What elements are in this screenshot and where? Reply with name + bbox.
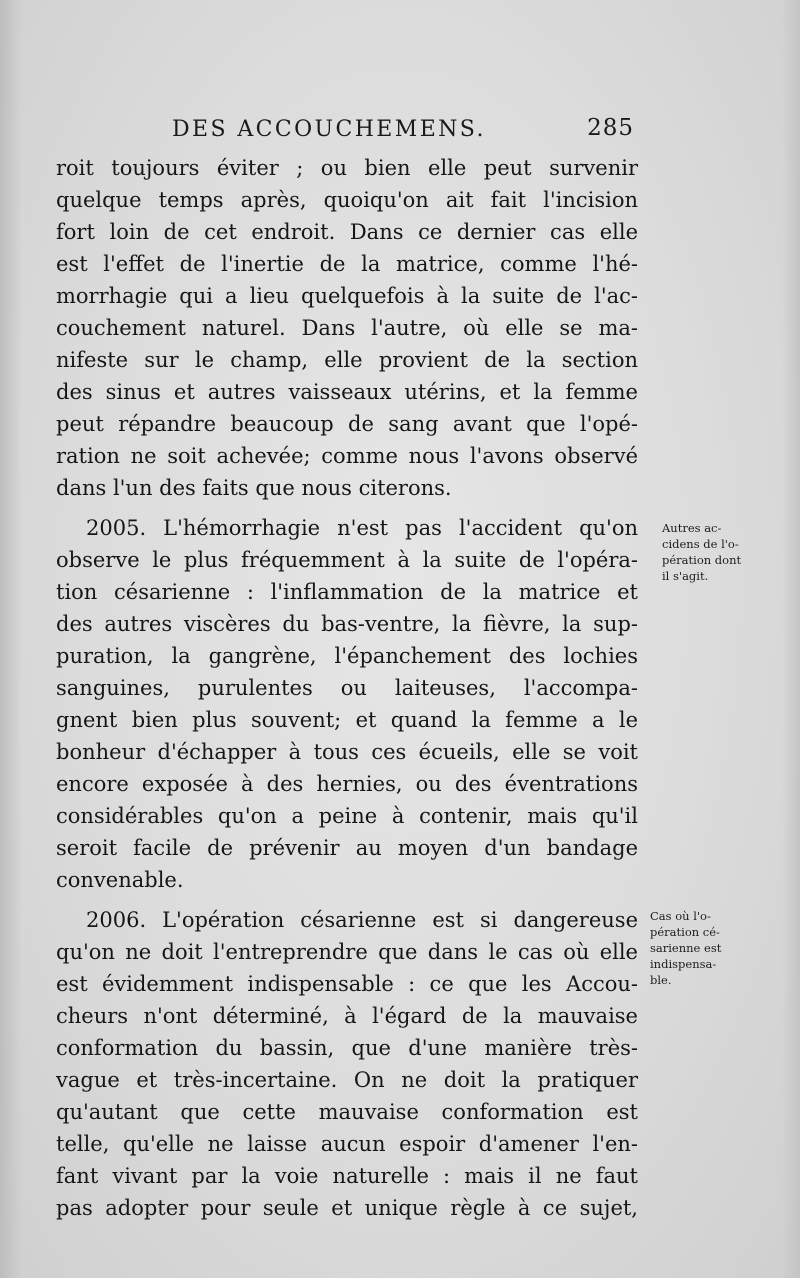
text-line: morrhagie qui a lieu quelquefois à la suite de l'ac- <box>56 284 638 308</box>
text-line: convenable. <box>56 868 184 892</box>
text-line: vague et très-incertaine. On ne doit la pratiquer <box>56 1068 638 1092</box>
margin-note-line: sarienne est <box>650 941 722 955</box>
page-edge-shadow-left <box>0 0 22 1278</box>
text-line: qu'autant que cette mauvaise conformation est <box>56 1100 638 1124</box>
text-line: est évidemment indispensable : ce que les Accou- <box>56 972 638 996</box>
text-line: quelque temps après, quoiqu'on ait fait l'incision <box>56 188 638 212</box>
body-text <box>56 152 638 1224</box>
paragraph-2005-first-line: 2005. L'hémorrhagie n'est pas l'accident qu'on <box>86 516 638 540</box>
text-line: encore exposée à des hernies, ou des éventrations <box>56 772 638 796</box>
text-line: puration, la gangrène, l'épanchement des lochies <box>56 644 638 668</box>
margin-note-line: Autres ac- <box>662 521 722 535</box>
text-line: couchement naturel. Dans l'autre, où elle se ma- <box>56 316 638 340</box>
text-line: ration ne soit achevée; comme nous l'avons observé <box>56 444 638 468</box>
running-title: DES ACCOUCHEMENS. <box>172 117 486 142</box>
margin-note-autres-accidens <box>662 520 741 584</box>
margin-note-cas-indispensable <box>650 908 721 988</box>
text-line: des sinus et autres vaisseaux utérins, et la femme <box>56 380 638 404</box>
text-line: telle, qu'elle ne laisse aucun espoir d'amener l'en- <box>56 1132 638 1156</box>
text-line: observe le plus fréquemment à la suite de l'opéra- <box>56 548 638 572</box>
text-line: est l'effet de l'inertie de la matrice, comme l'hé- <box>56 252 638 276</box>
text-line: des autres viscères du bas-ventre, la fièvre, la sup- <box>56 612 638 636</box>
running-header <box>172 113 634 147</box>
text-line: considérables qu'on a peine à contenir, mais qu'il <box>56 804 638 828</box>
text-line: fant vivant par la voie naturelle : mais il ne faut <box>56 1164 638 1188</box>
text-line: conformation du bassin, que d'une manière très- <box>56 1036 638 1060</box>
page-edge-shadow-right <box>782 0 800 1278</box>
page-number: 285 <box>587 115 634 141</box>
text-line: nifeste sur le champ, elle provient de la section <box>56 348 638 372</box>
text-line: pas adopter pour seule et unique règle à ce sujet, <box>56 1196 638 1220</box>
text-line: peut répandre beaucoup de sang avant que l'opé- <box>56 412 638 436</box>
margin-note-line: pération dont <box>662 553 742 567</box>
margin-note-line: il s'agit. <box>662 569 709 583</box>
paragraph-2006-first-line: 2006. L'opération césarienne est si dangereuse <box>86 908 638 932</box>
text-line: bonheur d'échapper à tous ces écueils, elle se voit <box>56 740 638 764</box>
text-line: dans l'un des faits que nous citerons. <box>56 476 452 500</box>
margin-note-line: Cas où l'o- <box>650 909 711 923</box>
margin-note-line: ble. <box>650 973 672 987</box>
text-line: cheurs n'ont déterminé, à l'égard de la mauvaise <box>56 1004 638 1028</box>
text-line: gnent bien plus souvent; et quand la femme a le <box>56 708 638 732</box>
margin-note-line: indispensa- <box>650 957 717 971</box>
text-line: qu'on ne doit l'entreprendre que dans le cas où elle <box>56 940 638 964</box>
margin-note-line: cidens de l'o- <box>662 537 739 551</box>
text-line: fort loin de cet endroit. Dans ce dernier cas elle <box>56 220 638 244</box>
text-line: seroit facile de prévenir au moyen d'un bandage <box>56 836 638 860</box>
text-line: sanguines, purulentes ou laiteuses, l'accompa- <box>56 676 638 700</box>
text-line: tion césarienne : l'inflammation de la matrice et <box>56 580 638 604</box>
text-line: roit toujours éviter ; ou bien elle peut survenir <box>56 156 638 180</box>
margin-note-line: pération cé- <box>650 925 720 939</box>
